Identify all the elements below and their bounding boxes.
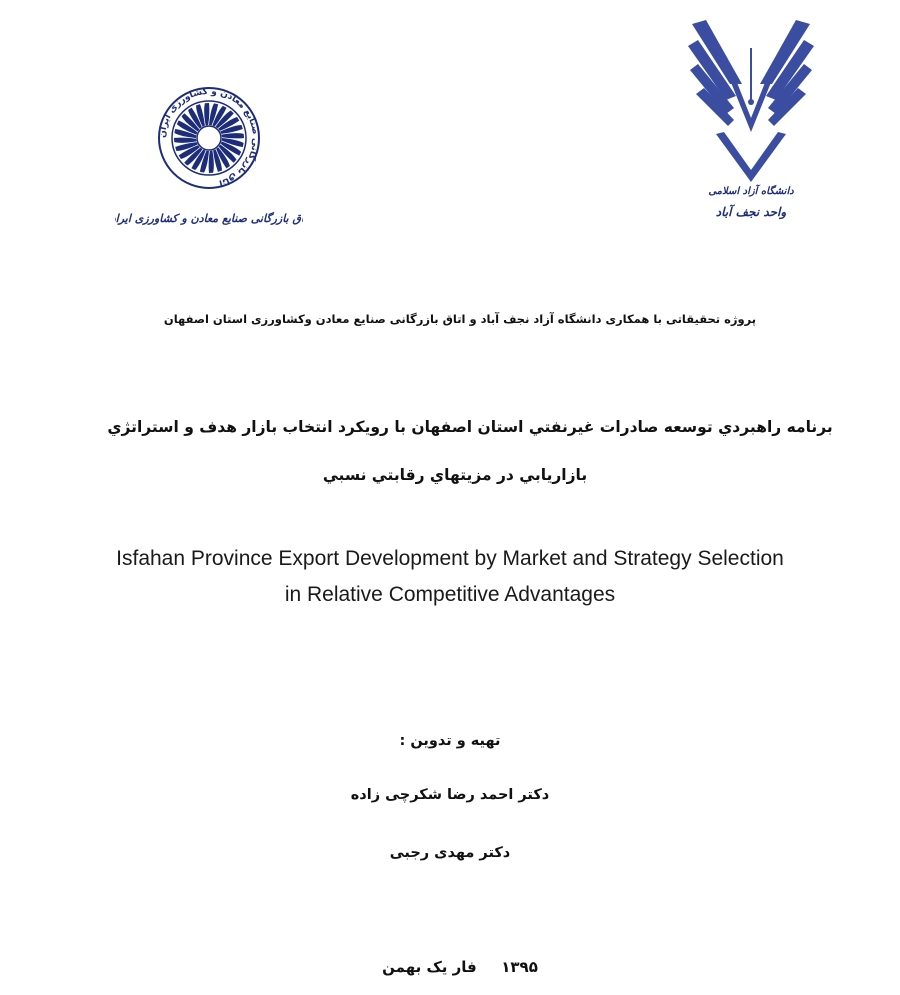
chamber-of-commerce-emblem-icon [115,72,303,232]
chamber-logo-caption: اتاق بازرگانی صنایع معادن و کشاورزی ایران [115,212,303,225]
university-logo-caption-line2: واحد نجف آباد [715,205,787,219]
author-name-2: دکتر مهدی رجبی [389,845,511,861]
english-title-line-1: Isfahan Province Export Development by Market and Strategy Selection [116,547,784,570]
persian-title-line-1: برنامه راهبردي توسعه صادرات غيرنفتي استان اصفهان با رويكرد انتخاب بازار هدف و استراتژي [107,418,833,436]
persian-title-line-2: بازاريابي در مزيتهاي رقابتي نسبي [322,466,588,484]
publication-date [0,958,900,976]
university-logo-caption-line1: دانشگاه آزاد اسلامی [708,186,794,197]
english-title-line-2: in Relative Competitive Advantages [284,583,616,606]
logo-ring-text: اتاق بازرگانی صنایع معادن و کشاورزی ایران [157,86,261,188]
emblem-ray [174,138,196,143]
islamic-azad-university-emblem-icon [686,14,816,230]
chamber-of-commerce-logo [115,72,303,232]
date-place-month: فار یک بهمن [382,958,477,976]
prepared-by-label: تهیه و تدوین : [399,733,501,749]
azad-university-logo [686,14,816,230]
project-subtitle: پروژه تحقیقاتی با همکاری دانشگاه آزاد نجف آباد و اتاق بازرگانی صنایع معادن وکشاورزی استان اصفهان [163,312,757,326]
date-year: ۱۳۹۵ [501,958,538,976]
emblem-ray [222,133,244,138]
emblem-ray [209,151,214,173]
emblem-ray [204,103,209,125]
author-name-1: دکتر احمد رضا شکرچی زاده [350,787,550,803]
